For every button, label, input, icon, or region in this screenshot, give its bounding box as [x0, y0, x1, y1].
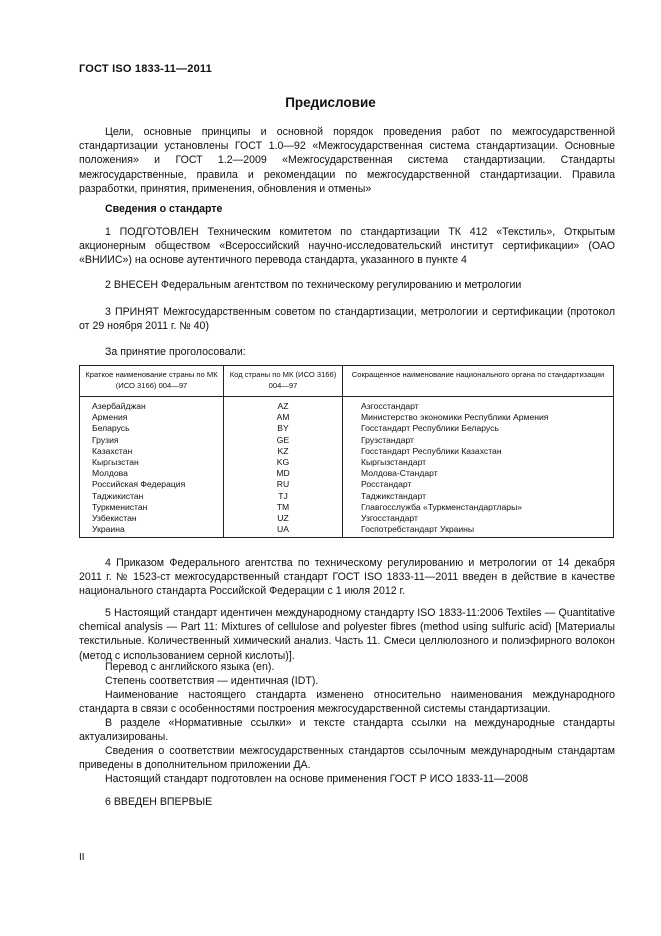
org-cell: Госстандарт Республики Беларусь — [343, 423, 614, 434]
country-cell: Таджикистан — [80, 491, 224, 502]
table-row — [80, 435, 614, 446]
table-row — [80, 491, 614, 502]
org-cell: Кыргызстандарт — [343, 457, 614, 468]
table-row — [80, 524, 614, 538]
country-cell: Казахстан — [80, 446, 224, 457]
org-cell: Азгосстандарт — [343, 397, 614, 413]
country-cell: Кыргызстан — [80, 457, 224, 468]
table-row — [80, 468, 614, 479]
table-row — [80, 502, 614, 513]
table-row — [80, 479, 614, 490]
table-row — [80, 423, 614, 434]
info-heading: Сведения о стандарте — [105, 203, 223, 215]
naming-paragraph: Наименование настоящего стандарта изменено относительно наименования международного стандарта в связи с особенностями построения межгосударственной системы стандартизации. — [79, 689, 615, 716]
org-cell: Госстандарт Республики Казахстан — [343, 446, 614, 457]
conformity-line: Степень соответствия — идентичная (IDT). — [105, 675, 319, 687]
org-cell: Росстандарт — [343, 479, 614, 490]
item-3-paragraph: 3 ПРИНЯТ Межгосударственным советом по стандартизации, метрологии и сертификации (протокол от 29 ноября 2011 г. № 40) — [79, 306, 615, 333]
code-cell: TJ — [224, 491, 343, 502]
table-row — [80, 513, 614, 524]
code-cell: KG — [224, 457, 343, 468]
table-header-row — [80, 366, 614, 397]
org-cell: Таджикстандарт — [343, 491, 614, 502]
code-cell: MD — [224, 468, 343, 479]
country-cell: Армения — [80, 412, 224, 423]
country-cell: Узбекистан — [80, 513, 224, 524]
code-cell: UZ — [224, 513, 343, 524]
code-cell: UA — [224, 524, 343, 538]
item-4-paragraph: 4 Приказом Федерального агентства по техническому регулированию и метрологии от 14 декабря 2011 г. № 1523-ст межгосударственный стандарт ГОСТ ISO 1833-11—2011 введен в действие в качестве национального стандарта Российской Федерации с 1 июля 2012 г. — [79, 557, 615, 598]
document-header: ГОСТ ISO 1833-11—2011 — [79, 63, 212, 75]
code-cell: BY — [224, 423, 343, 434]
references-paragraph: В разделе «Нормативные ссылки» и тексте стандарта ссылки на международные стандарты актуализированы. — [79, 717, 615, 744]
code-cell: RU — [224, 479, 343, 490]
item-6-line: 6 ВВЕДЕН ВПЕРВЫЕ — [105, 796, 213, 808]
appendix-paragraph: Сведения о соответствии межгосударственных стандартов ссылочным международным стандартам приведены в дополнительном приложении ДА. — [79, 745, 615, 772]
table-row — [80, 446, 614, 457]
country-cell: Российская Федерация — [80, 479, 224, 490]
org-cell: Госпотребстандарт Украины — [343, 524, 614, 538]
code-cell: AM — [224, 412, 343, 423]
code-cell: TM — [224, 502, 343, 513]
country-cell: Украина — [80, 524, 224, 538]
table-row — [80, 397, 614, 413]
item-2-paragraph: 2 ВНЕСЕН Федеральным агентством по техническому регулированию и метрологии — [105, 279, 522, 291]
members-table — [79, 365, 614, 538]
translation-line: Перевод с английского языка (en). — [105, 661, 275, 673]
intro-paragraph: Цели, основные принципы и основной порядок проведения работ по межгосударственной стандартизации установлены ГОСТ 1.0—92 «Межгосударственная система стандартизации. Основные положения» и ГОСТ 1.2—2009 «Межгосударственная система стандартизации. Стандарты межгосударственные, правила и рекомендации по межгосударственной стандартизации. Правила разработки, принятия, применения, обновления и отмены» — [79, 126, 615, 195]
code-cell: AZ — [224, 397, 343, 413]
country-cell: Азербайджан — [80, 397, 224, 413]
basis-line: Настоящий стандарт подготовлен на основе применения ГОСТ Р ИСО 1833-11—2008 — [105, 773, 529, 785]
country-cell: Беларусь — [80, 423, 224, 434]
page-number: II — [79, 852, 85, 863]
voted-label: За принятие проголосовали: — [105, 346, 246, 358]
org-cell: Министерство экономики Республики Армения — [343, 412, 614, 423]
table-row — [80, 412, 614, 423]
org-cell: Молдова-Стандарт — [343, 468, 614, 479]
header-org: Сокращенное наименование национального органа по стандартизации — [343, 366, 614, 397]
header-country: Краткое наименование страны по МК (ИСО 3166) 004—97 — [80, 366, 224, 397]
org-cell: Грузстандарт — [343, 435, 614, 446]
code-cell: GE — [224, 435, 343, 446]
page-title: Предисловие — [285, 95, 376, 110]
code-cell: KZ — [224, 446, 343, 457]
table-row — [80, 457, 614, 468]
header-code: Код страны по МК (ИСО 3166) 004—97 — [224, 366, 343, 397]
item-1-paragraph: 1 ПОДГОТОВЛЕН Техническим комитетом по стандартизации ТК 412 «Текстиль», Открытым акционерным обществом «Всероссийский научно-исследовательский институт сертификации» (ОАО «ВНИИС») на основе аутентичного перевода стандарта, указанного в пункте 4 — [79, 226, 615, 267]
org-cell: Главгосслужба «Туркменстандартлары» — [343, 502, 614, 513]
org-cell: Узгосстандарт — [343, 513, 614, 524]
country-cell: Туркменистан — [80, 502, 224, 513]
item-5-paragraph: 5 Настоящий стандарт идентичен международному стандарту ISO 1833-11:2006 Textiles — Quantitative chemical analysis — Part 11: Mixtures of cellulose and polyester fibres (method using sulfuric acid) [Материалы текстильные. Количественный химический анализ. Часть 11. Смеси целлюлозного и полиэфирного волокон (метод с использованием серной кислоты)]. — [79, 607, 615, 662]
country-cell: Грузия — [80, 435, 224, 446]
country-cell: Молдова — [80, 468, 224, 479]
